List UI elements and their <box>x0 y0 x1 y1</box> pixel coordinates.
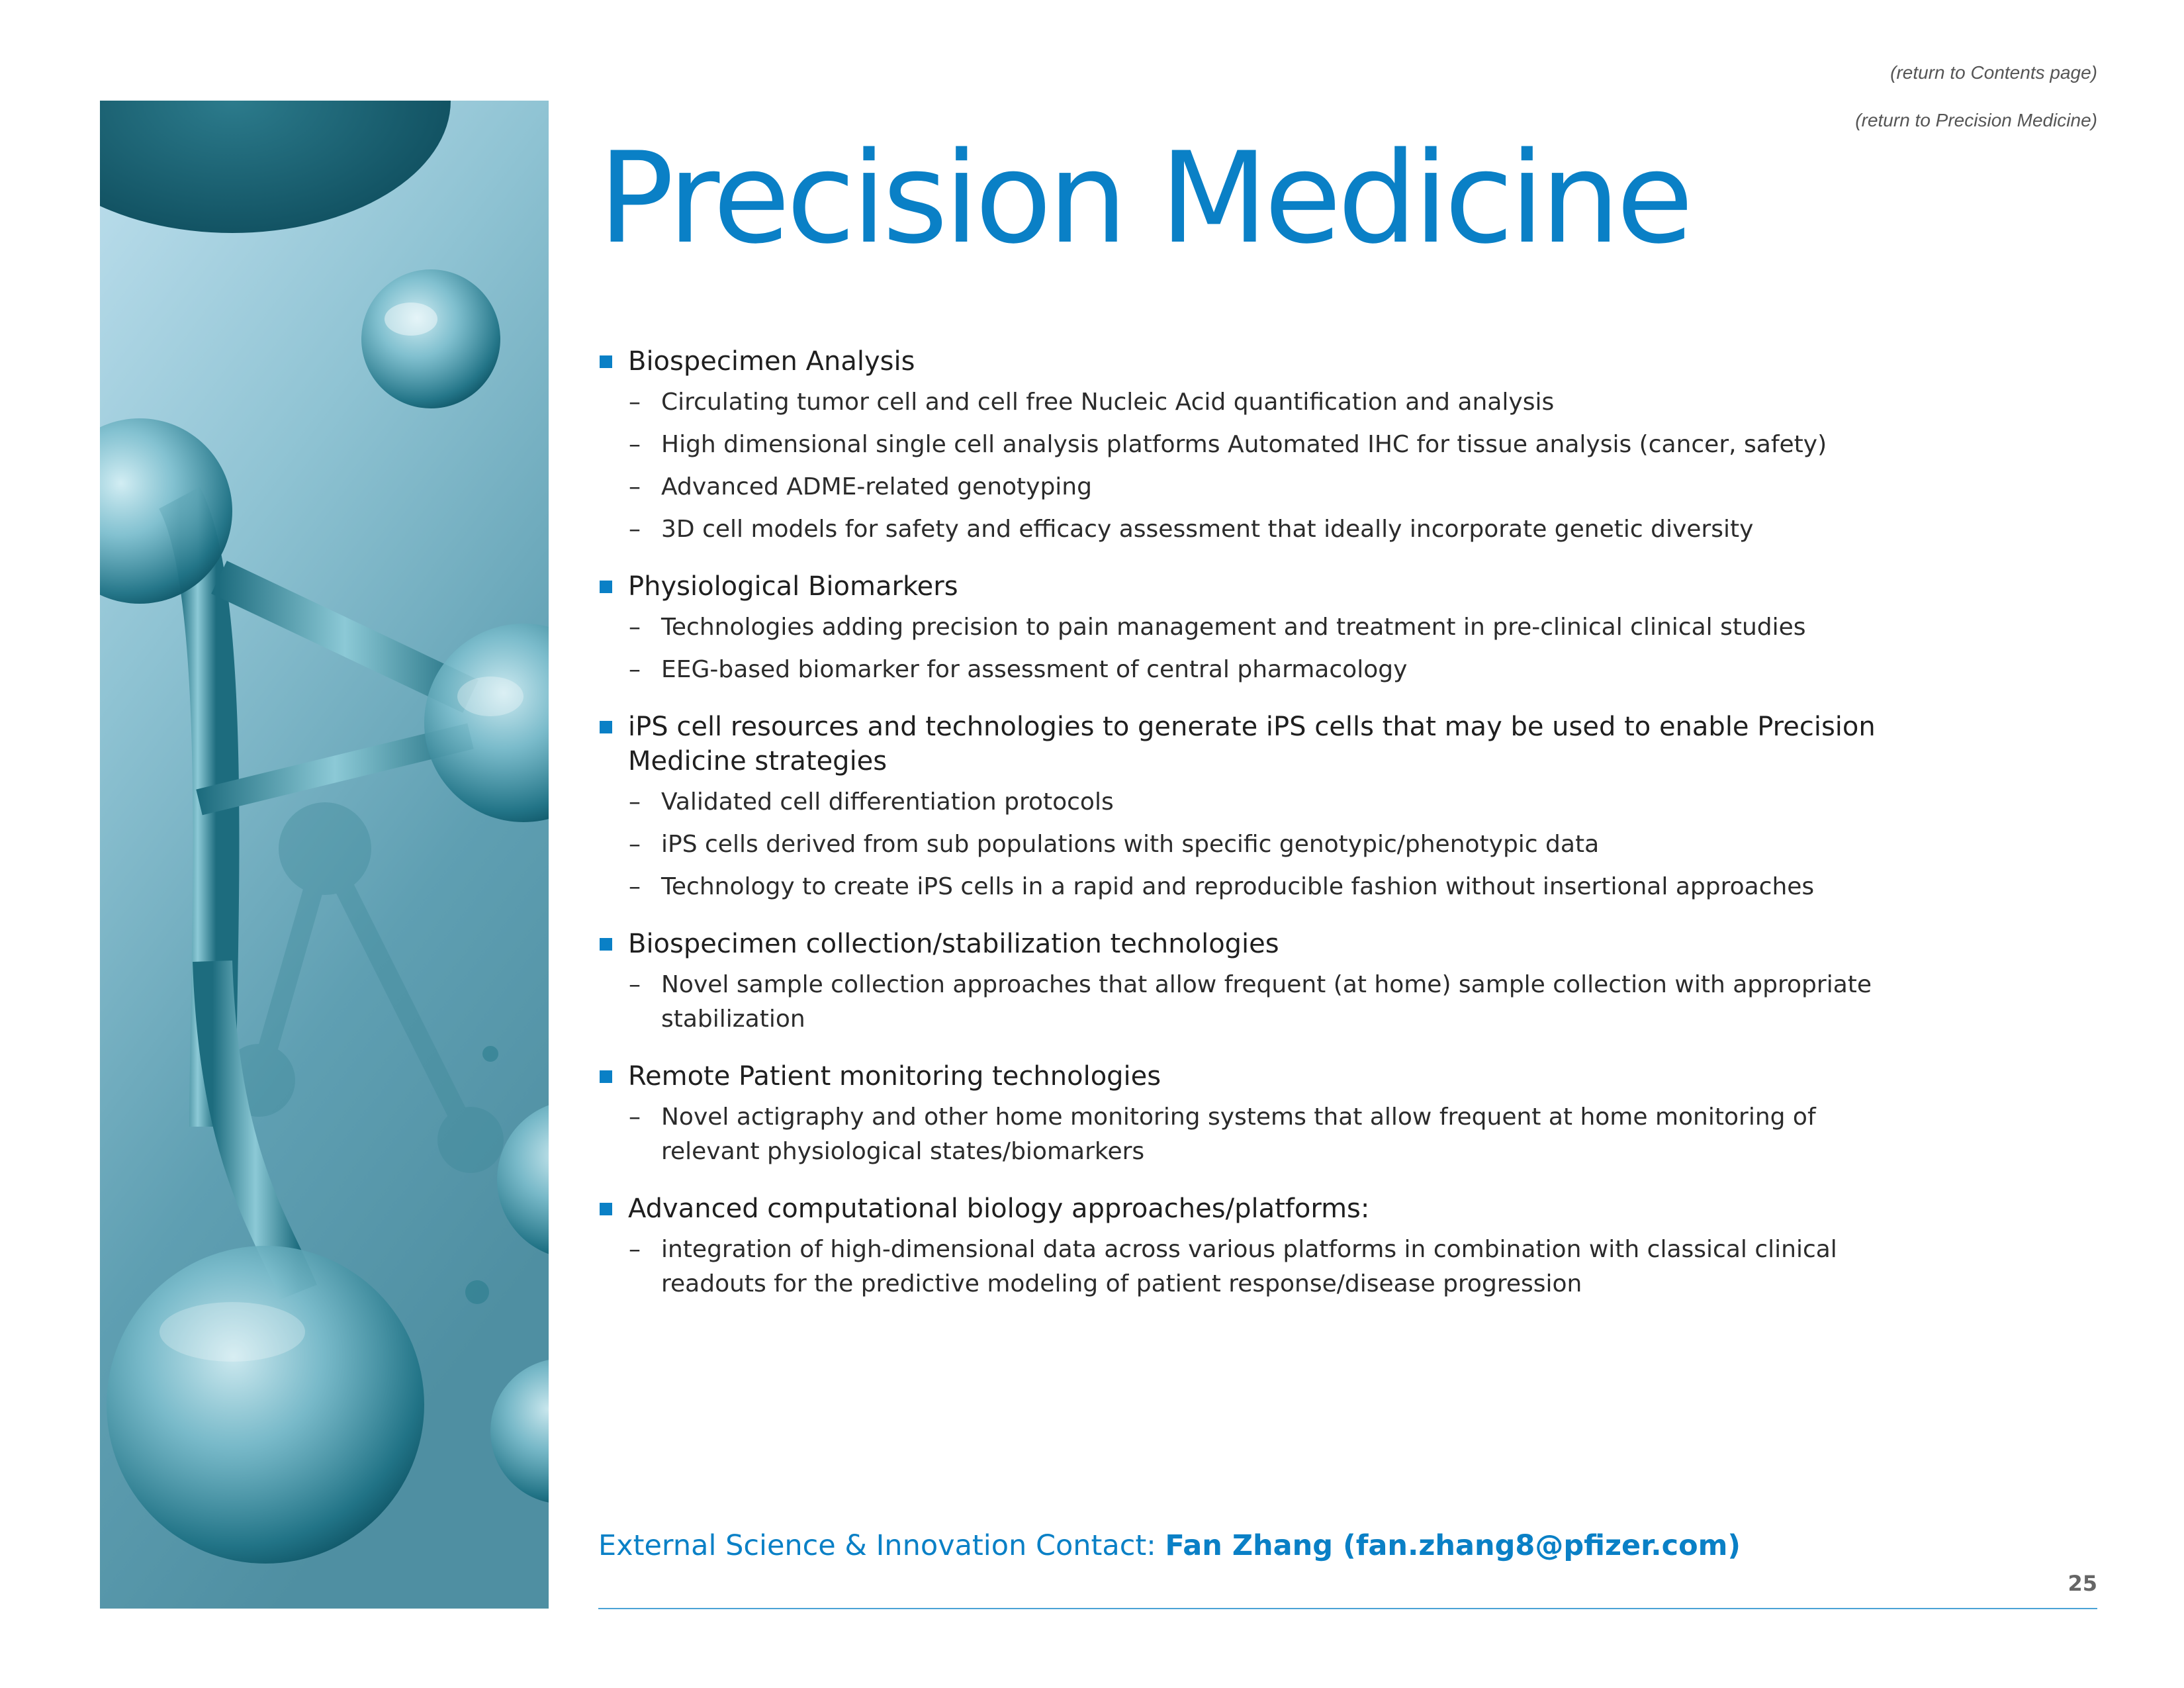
list-item <box>598 610 1876 645</box>
dash-bullet-icon: – <box>629 656 641 683</box>
section-ips-cell-resources <box>598 710 1876 904</box>
section-heading <box>598 1192 1876 1226</box>
section-heading-text: Advanced computational biology approaches/platforms: <box>628 1194 1370 1224</box>
list-item <box>598 470 1876 504</box>
section-heading-text: iPS cell resources and technologies to generate iPS cells that may be used to enable Precision Medicine strategies <box>628 712 1876 776</box>
dash-bullet-icon: – <box>629 831 641 858</box>
square-bullet-icon <box>600 581 612 593</box>
section-remote-patient-monitoring <box>598 1059 1876 1169</box>
section-heading-text: Remote Patient monitoring technologies <box>628 1061 1161 1092</box>
dash-bullet-icon: – <box>629 431 641 458</box>
list-item-text: Novel actigraphy and other home monitoring systems that allow frequent at home monitoring of relevant physiological states/biomarkers <box>661 1103 1816 1165</box>
section-heading-text: Physiological Biomarkers <box>628 571 958 602</box>
section-biospecimen-collection <box>598 927 1876 1037</box>
return-to-precision-medicine-link[interactable]: (return to Precision Medicine) <box>1855 110 2097 130</box>
list-item <box>598 428 1876 462</box>
list-item-text: Technologies adding precision to pain management and treatment in pre-clinical clinical studies <box>661 614 1806 641</box>
content-body <box>598 344 1876 1324</box>
list-item <box>598 827 1876 862</box>
section-computational-biology <box>598 1192 1876 1301</box>
contact-label: External Science & Innovation Contact: <box>598 1529 1165 1562</box>
section-biospecimen-analysis <box>598 344 1876 547</box>
square-bullet-icon <box>600 355 612 368</box>
page-title: Precision Medicine <box>598 125 1690 271</box>
list-item <box>598 968 1876 1037</box>
dash-bullet-icon: – <box>629 473 641 500</box>
dash-bullet-icon: – <box>629 1103 641 1131</box>
list-item <box>598 785 1876 820</box>
sub-list <box>598 1100 1876 1169</box>
dash-bullet-icon: – <box>629 1236 641 1263</box>
contact-email-link[interactable]: Fan Zhang (fan.zhang8@pfizer.com) <box>1165 1529 1741 1562</box>
dash-bullet-icon: – <box>629 389 641 416</box>
section-physiological-biomarkers <box>598 569 1876 687</box>
sub-list <box>598 610 1876 687</box>
molecule-illustration <box>100 101 549 1609</box>
section-heading-text: Biospecimen collection/stabilization technologies <box>628 929 1279 959</box>
list-item-text: Validated cell differentiation protocols <box>661 788 1114 816</box>
contact-line <box>598 1529 1741 1562</box>
footer-divider <box>598 1608 2097 1609</box>
dash-bullet-icon: – <box>629 516 641 543</box>
list-item <box>598 385 1876 420</box>
list-item <box>598 1100 1876 1169</box>
section-heading <box>598 1059 1876 1094</box>
dash-bullet-icon: – <box>629 788 641 816</box>
section-heading-text: Biospecimen Analysis <box>628 346 915 377</box>
list-item <box>598 512 1876 547</box>
square-bullet-icon <box>600 1203 612 1215</box>
list-item-text: Circulating tumor cell and cell free Nucleic Acid quantification and analysis <box>661 389 1555 416</box>
section-heading <box>598 569 1876 604</box>
list-item <box>598 1233 1876 1301</box>
list-item <box>598 653 1876 687</box>
list-item-text: EEG-based biomarker for assessment of central pharmacology <box>661 656 1408 683</box>
sub-list <box>598 385 1876 547</box>
list-item-text: Novel sample collection approaches that allow frequent (at home) sample collection with appropriate stabilization <box>661 971 1872 1033</box>
list-item <box>598 870 1876 904</box>
dash-bullet-icon: – <box>629 873 641 900</box>
page-number: 25 <box>2068 1571 2097 1596</box>
section-heading <box>598 344 1876 379</box>
dash-bullet-icon: – <box>629 971 641 998</box>
return-to-contents-link[interactable]: (return to Contents page) <box>1890 62 2097 83</box>
sub-list <box>598 968 1876 1037</box>
list-item-text: Advanced ADME-related genotyping <box>661 473 1092 500</box>
sub-list <box>598 785 1876 904</box>
section-heading <box>598 710 1876 778</box>
list-item-text: integration of high-dimensional data across various platforms in combination with classical clinical readouts for the predictive modeling of patient response/disease progression <box>661 1236 1837 1297</box>
square-bullet-icon <box>600 1070 612 1083</box>
list-item-text: 3D cell models for safety and efficacy assessment that ideally incorporate genetic diversity <box>661 516 1754 543</box>
sub-list <box>598 1233 1876 1301</box>
square-bullet-icon <box>600 938 612 951</box>
list-item-text: Technology to create iPS cells in a rapid and reproducible fashion without insertional approaches <box>661 873 1815 900</box>
square-bullet-icon <box>600 721 612 733</box>
list-item-text: iPS cells derived from sub populations with specific genotypic/phenotypic data <box>661 831 1600 858</box>
list-item-text: High dimensional single cell analysis platforms Automated IHC for tissue analysis (cancer, safety) <box>661 431 1827 458</box>
dash-bullet-icon: – <box>629 614 641 641</box>
section-heading <box>598 927 1876 961</box>
